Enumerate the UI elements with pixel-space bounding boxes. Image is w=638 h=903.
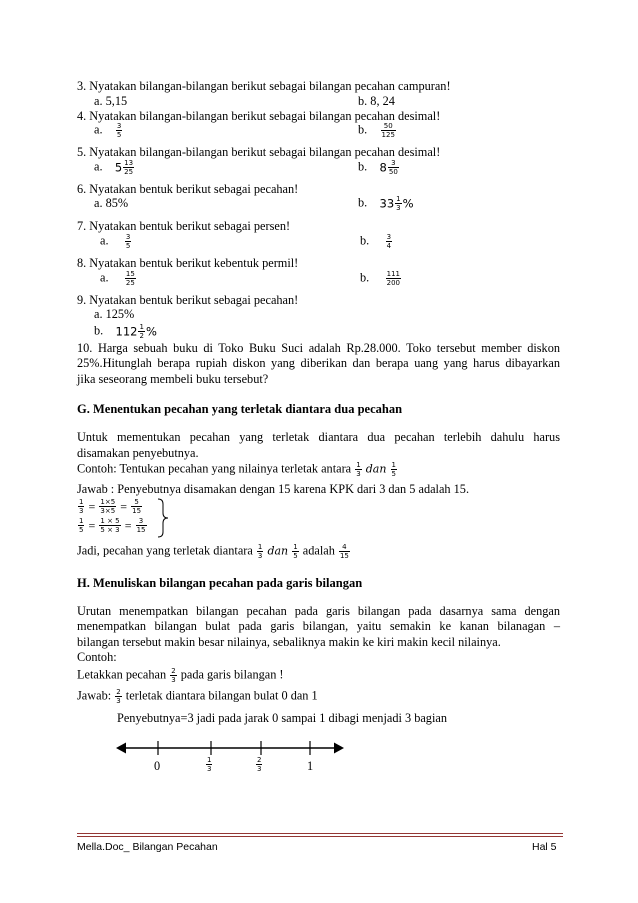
q5-b-fraction: $\frac{3}{50}$ [388,159,398,176]
q9-option-b [94,323,157,340]
section-h-letakkan [77,667,284,684]
q6-option-b [358,195,414,212]
jadi-fraction-2: $\frac{1}{5}$ [293,543,298,560]
q4-option-a [94,122,123,139]
q7-text: 7. Nyatakan bentuk berikut sebagai persen! [77,219,291,233]
q6-option-a: a. 85% [94,196,129,210]
jawab-text: terletak diantara bilangan bulat 0 dan 1 [125,688,318,703]
eq2-fraction-c: $\frac{3}{15}$ [136,517,146,534]
q5-a-whole: 5 [114,160,123,175]
footer-page-number: Hal 5 [532,841,557,853]
jadi-fraction-3: $\frac{4}{15}$ [339,543,349,560]
section-h-heading: H. Menuliskan bilangan pecahan pada garis bilangan [77,576,363,590]
section-h-paragraph-line-1: Urutan menempatkan bilangan pecahan pada garis bilangan pada dasarnya sama dengan [77,604,560,618]
q3-option-b: b. 8, 24 [358,94,395,108]
q7-b-label: b. [360,233,370,248]
q8-text: 8. Nyatakan bentuk berikut kebentuk permil! [77,256,299,270]
section-g-equation-2 [77,517,148,534]
jadi-fraction-1: $\frac{1}{3}$ [257,543,263,560]
number-line-label-two-thirds [255,756,263,773]
q6-b-whole: 33 [379,196,395,211]
number-line-fraction-1: $\frac{1}{3}$ [207,756,212,773]
right-curly-brace [156,498,172,538]
q4-b-label: b. [358,122,368,137]
q8-option-b [360,270,402,287]
q9-b-whole: 112 [115,324,138,339]
number-line-label-one-third [205,756,213,773]
footer-rule-thick [77,833,563,834]
q7-a-label: a. [100,233,109,248]
section-g-contoh [77,461,398,478]
section-g-equation-1 [77,498,143,515]
eq1-equals-2: = [120,499,128,514]
q4-a-label: a. [94,122,103,137]
jawab-label: Jawab: [77,688,112,703]
q8-option-a [100,270,137,287]
q7-b-fraction: $\frac{3}{4}$ [386,233,392,250]
eq1-fraction-b: $\frac{1\times 5}{3\times 5}$ [100,498,116,515]
q5-a-label: a. [94,159,103,174]
section-g-paragraph-line-1: Untuk mementukan pecahan yang terletak diantara dua pecahan terlebih dahulu harus [77,430,560,444]
q5-option-b [358,159,400,176]
eq1-equals-1: = [88,499,96,514]
number-line-label-zero: 0 [154,759,161,773]
q9-b-percent: % [145,324,157,339]
q9-b-fraction: $\frac{1}{2}$ [139,323,144,340]
jawab-fraction: $\frac{2}{3}$ [116,688,121,705]
section-g-jadi [77,543,351,560]
section-g-jawab: Jawab : Penyebutnya disamakan dengan 15 karena KPK dari 3 dan 5 adalah 15. [77,482,470,496]
section-g-contoh-fraction-1: $\frac{1}{3}$ [356,461,361,478]
q3-text: 3. Nyatakan bilangan-bilangan berikut sebagai bilangan pecahan campuran! [77,79,451,93]
number-line-fraction-2: $\frac{2}{3}$ [257,756,262,773]
q5-a-fraction: $\frac{13}{25}$ [124,159,134,176]
footer-rule-thin [77,836,563,837]
section-h-contoh: Contoh: [77,650,117,664]
q10-line-1: 10. Harga sebuah buku di Toko Buku Suci adalah Rp.28.000. Toko tersebut member diskon [77,341,560,355]
q9-b-label: b. [94,323,104,338]
q4-text: 4. Nyatakan bilangan-bilangan berikut sebagai bilangan pecahan desimal! [77,109,441,123]
q6-b-fraction: $\frac{1}{3}$ [396,195,401,212]
jadi-adalah: adalah [302,543,335,558]
eq2-equals-2: = [124,518,132,533]
q7-option-b [360,233,393,250]
section-g-paragraph-line-2: disamakan penyebutnya. [77,446,199,460]
section-g-contoh-text: Contoh: Tentukan pecahan yang nilainya terletak antara [77,461,352,476]
eq1-fraction-c: $\frac{5}{15}$ [132,498,142,515]
section-h-jawab [77,688,318,705]
eq2-equals-1: = [88,518,96,533]
number-line-label-one: 1 [307,759,314,773]
q9-option-a: a. 125% [94,307,135,321]
number-line-left-arrow [116,743,126,754]
section-g-contoh-fraction-2: $\frac{1}{5}$ [391,461,396,478]
footer-title: Mella.Doc_ Bilangan Pecahan [77,841,218,853]
q3-option-a: a. 5,15 [94,94,128,108]
q10-line-3: jika seseorang membeli buku tersebut? [77,372,269,386]
number-line-right-arrow [334,743,344,754]
q6-b-label: b. [358,195,368,210]
jadi-dan: dan [267,544,289,558]
q5-b-label: b. [358,159,368,174]
q7-option-a [100,233,132,250]
q8-b-label: b. [360,270,370,285]
eq2-fraction-a: $\frac{1}{5}$ [79,517,84,534]
q9-text: 9. Nyatakan bentuk berikut sebagai pecahan! [77,293,299,307]
q8-a-label: a. [100,270,109,285]
letakkan-post-text: pada garis bilangan ! [180,667,284,682]
q8-b-fraction: $\frac{111}{200}$ [386,270,400,287]
q6-text: 6. Nyatakan bentuk berikut sebagai pecahan! [77,182,299,196]
section-h-paragraph-line-3: bilangan tersebut makin besar nilainya, sebaliknya makin ke kiri makin kecil nilainya. [77,635,501,649]
q8-a-fraction: $\frac{15}{25}$ [125,270,135,287]
q4-a-fraction: $\frac{3}{5}$ [116,122,122,139]
eq2-fraction-b: $\frac{1 \times 5}{5 \times 3}$ [100,517,120,534]
q7-a-fraction: $\frac{3}{5}$ [125,233,131,250]
q4-b-fraction: $\frac{50}{125}$ [381,122,395,139]
q5-b-whole: 8 [379,160,387,175]
q5-option-a [94,159,135,176]
section-g-contoh-dan: dan [365,462,387,476]
section-g-heading: G. Menentukan pecahan yang terletak diantara dua pecahan [77,402,403,416]
letakkan-text: Letakkan pecahan [77,667,167,682]
q10-line-2: 25%.Hitunglah berapa rupiah diskon yang diberikan dan berapa uang yang harus dibayarkan [77,356,560,370]
section-h-paragraph-line-2: menempatkan bilangan bulat pada garis bilangan, yaitu semakin ke kanan bilanagan – [77,619,560,633]
q5-text: 5. Nyatakan bilangan-bilangan berikut sebagai bilangan pecahan desimal! [77,145,441,159]
section-h-penyebut: Penyebutnya=3 jadi pada jarak 0 sampai 1 dibagi menjadi 3 bagian [117,711,447,725]
section-g-jadi-text: Jadi, pecahan yang terletak diantara [77,543,253,558]
q6-b-percent: % [402,196,414,211]
letakkan-fraction: $\frac{2}{3}$ [171,667,176,684]
eq1-fraction-a: $\frac{1}{3}$ [79,498,84,515]
q4-option-b [358,122,397,139]
